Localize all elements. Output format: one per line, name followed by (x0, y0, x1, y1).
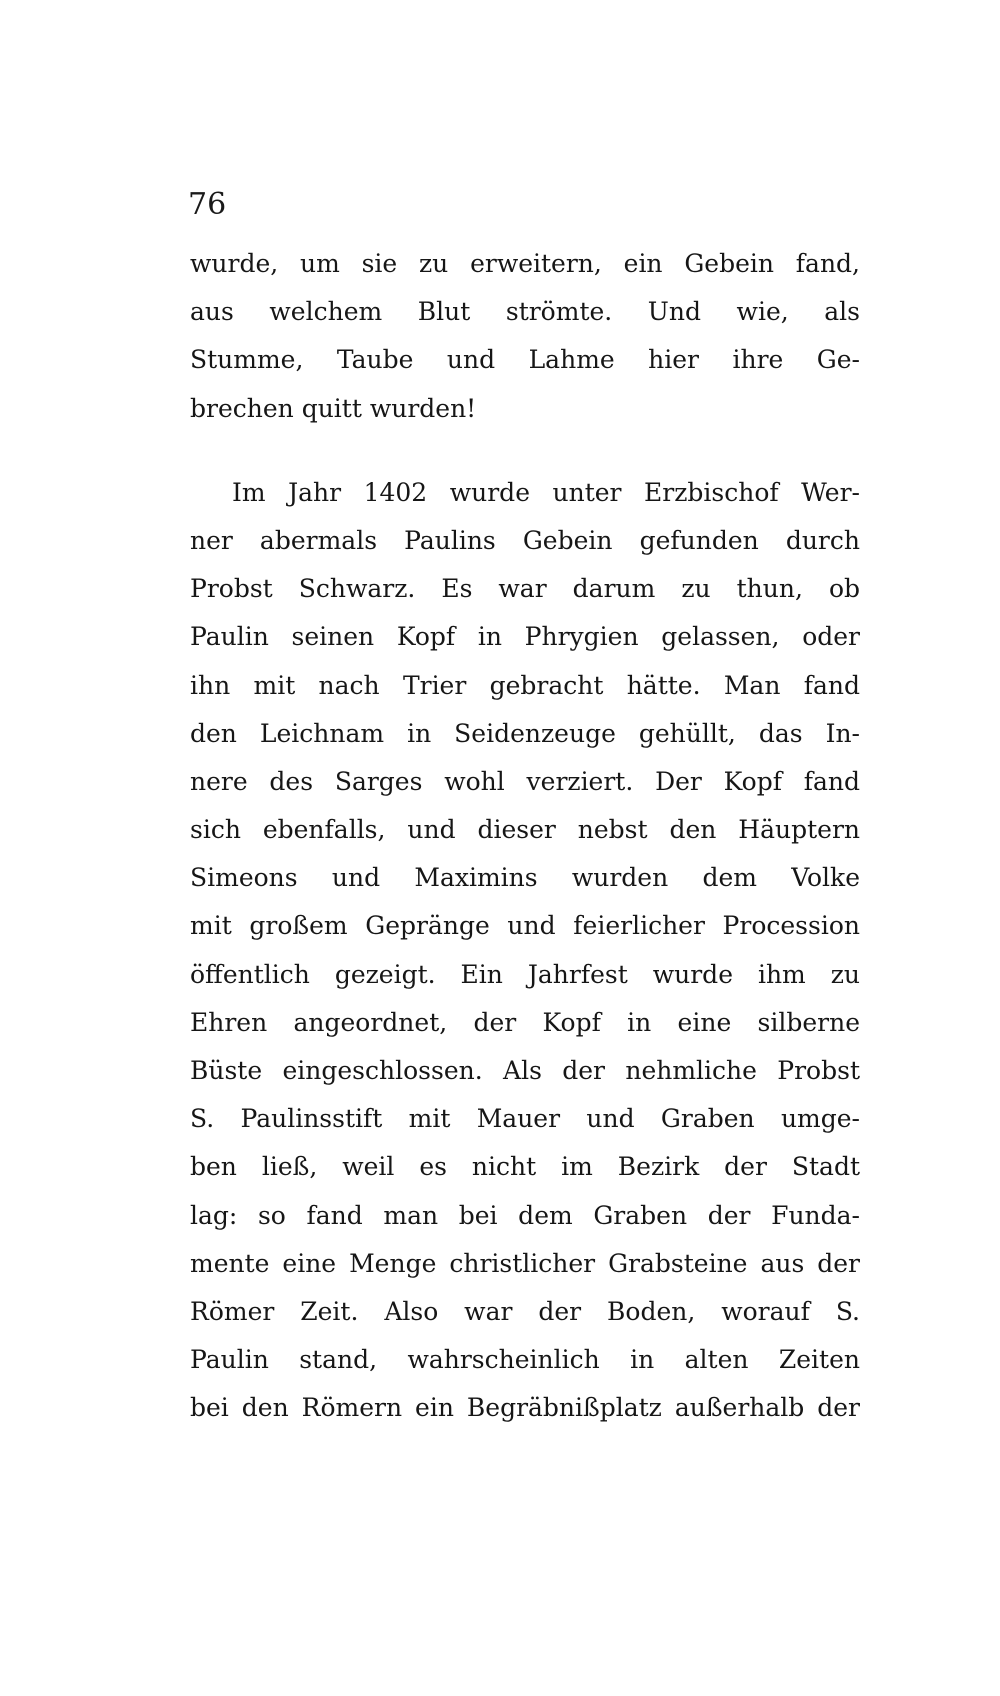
paragraph-2 (190, 469, 860, 1433)
text-line: Simeons und Maximins wurden dem Volke (190, 863, 860, 893)
text-line: mit großem Gepränge und feierlicher Procession (190, 911, 860, 941)
text-line: nere des Sarges wohl verziert. Der Kopf fand (190, 766, 860, 796)
text-line: mente eine Menge christlicher Grabsteine aus der (190, 1248, 860, 1278)
text-line: wurde, um sie zu erweitern, ein Gebein fand, (190, 249, 860, 278)
text-line: Römer Zeit. Also war der Boden, worauf S. (190, 1296, 860, 1326)
text-line: bei den Römern ein Begräbnißplatz außerhalb der (190, 1393, 860, 1423)
paragraph-spacer (190, 433, 860, 469)
text-line: Im Jahr 1402 wurde unter Erzbischof Wer- (232, 477, 860, 507)
page-number: 76 (188, 187, 227, 222)
text-line: Probst Schwarz. Es war darum zu thun, ob (190, 574, 860, 604)
text-line: Paulin seinen Kopf in Phrygien gelassen, oder (190, 622, 860, 652)
text-line: S. Paulinsstift mit Mauer und Graben umge- (190, 1104, 860, 1134)
text-line: Paulin stand, wahrscheinlich in alten Zeiten (190, 1345, 860, 1375)
body-text (190, 240, 860, 1433)
text-line: ner abermals Paulins Gebein gefunden durch (190, 525, 860, 555)
text-line: Stumme, Taube und Lahme hier ihre Ge- (190, 345, 860, 375)
text-line: brechen quitt wurden! (190, 393, 477, 423)
text-line: Ehren angeordnet, der Kopf in eine silberne (190, 1007, 860, 1037)
text-line: den Leichnam in Seidenzeuge gehüllt, das In- (190, 718, 860, 748)
text-line: ihn mit nach Trier gebracht hätte. Man fand (190, 670, 860, 700)
text-line: öffentlich gezeigt. Ein Jahrfest wurde ihm zu (190, 959, 860, 989)
text-line: aus welchem Blut strömte. Und wie, als (190, 297, 860, 327)
text-line: ben ließ, weil es nicht im Bezirk der Stadt (190, 1152, 860, 1182)
text-line: sich ebenfalls, und dieser nebst den Häuptern (190, 815, 860, 845)
paragraph-1 (190, 240, 860, 433)
text-line: Büste eingeschlossen. Als der nehmliche Probst (190, 1056, 860, 1085)
text-line: lag: so fand man bei dem Graben der Funda- (190, 1200, 860, 1230)
